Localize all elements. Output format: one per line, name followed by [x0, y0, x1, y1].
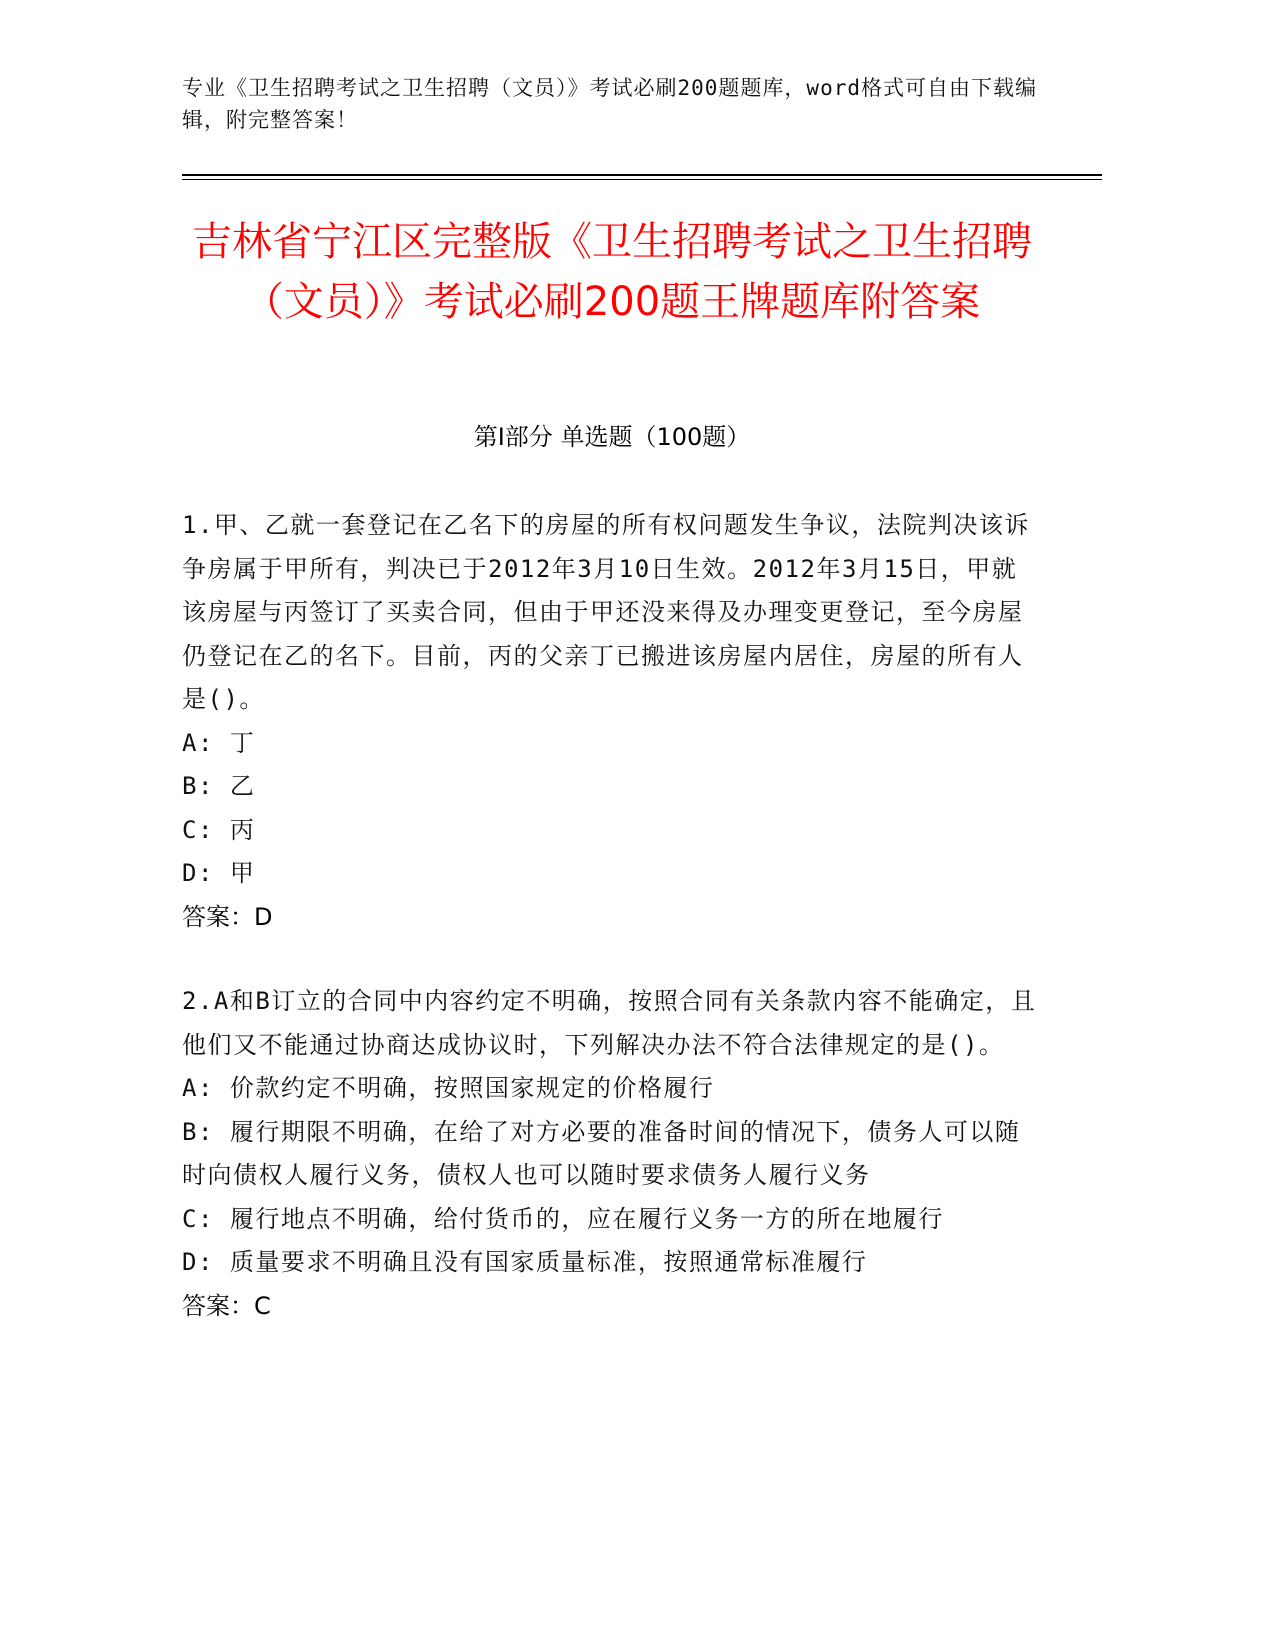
option-a	[182, 1067, 1042, 1111]
option-b	[182, 765, 1042, 809]
header-divider-thin	[182, 179, 1102, 180]
option-key: C:	[182, 815, 214, 844]
option-text: 甲	[229, 859, 256, 887]
question-2	[182, 980, 1042, 1328]
header-divider-thick	[182, 174, 1102, 176]
option-b	[182, 1111, 1042, 1198]
option-key: B:	[182, 772, 214, 800]
document-title: 吉林省宁江区完整版《卫生招聘考试之卫生招聘（文员）》考试必刷200题王牌题库附答案	[192, 219, 1032, 325]
option-text: 履行期限不明确，在给了对方必要的准备时间的情况下，债务人可以随时向债权人履行义务，债权人也可以随时要求债务人履行义务	[182, 1117, 1021, 1189]
option-key: A:	[182, 728, 214, 757]
section-title: 第Ⅰ部分 单选题（100题）	[473, 423, 751, 451]
option-key: B:	[182, 1117, 214, 1146]
question-stem: 2.A和B订立的合同中内容约定不明确，按照合同有关条款内容不能确定，且他们又不能通过协商达成协议时，下列解决办法不符合法律规定的是()。	[182, 987, 1037, 1059]
option-key: C:	[182, 1204, 214, 1233]
option-key: D:	[182, 1248, 214, 1276]
option-text: 质量要求不明确且没有国家质量标准，按照通常标准履行	[229, 1248, 868, 1276]
option-d	[182, 1241, 1042, 1285]
question-1	[182, 504, 1042, 939]
answer-label: 答案：D	[182, 902, 273, 931]
option-key: A:	[182, 1074, 214, 1102]
option-c	[182, 1198, 1042, 1242]
option-text: 履行地点不明确，给付货币的，应在履行义务一方的所在地履行	[229, 1204, 944, 1233]
option-c	[182, 809, 1042, 853]
answer-label: 答案：C	[182, 1291, 271, 1320]
option-text: 价款约定不明确，按照国家规定的价格履行	[229, 1074, 715, 1102]
header-note: 专业《卫生招聘考试之卫生招聘（文员）》考试必刷200题题库，word格式可自由下载编辑，附完整答案！	[182, 76, 1037, 132]
option-text: 乙	[229, 772, 256, 800]
option-d	[182, 852, 1042, 896]
option-text: 丙	[229, 815, 256, 844]
option-text: 丁	[229, 728, 256, 757]
option-key: D:	[182, 859, 214, 887]
question-stem: 1.甲、乙就一套登记在乙名下的房屋的所有权问题发生争议，法院判决该诉争房属于甲所有，判决已于2012年3月10日生效。2012年3月15日，甲就该房屋与丙签订了买卖合同，但由于甲还没来得及办理变更登记，至今房屋仍登记在乙的名下。目前，丙的父亲丁已搬进该房屋内居住，房屋的所有人是()。	[182, 511, 1030, 713]
option-a	[182, 722, 1042, 766]
